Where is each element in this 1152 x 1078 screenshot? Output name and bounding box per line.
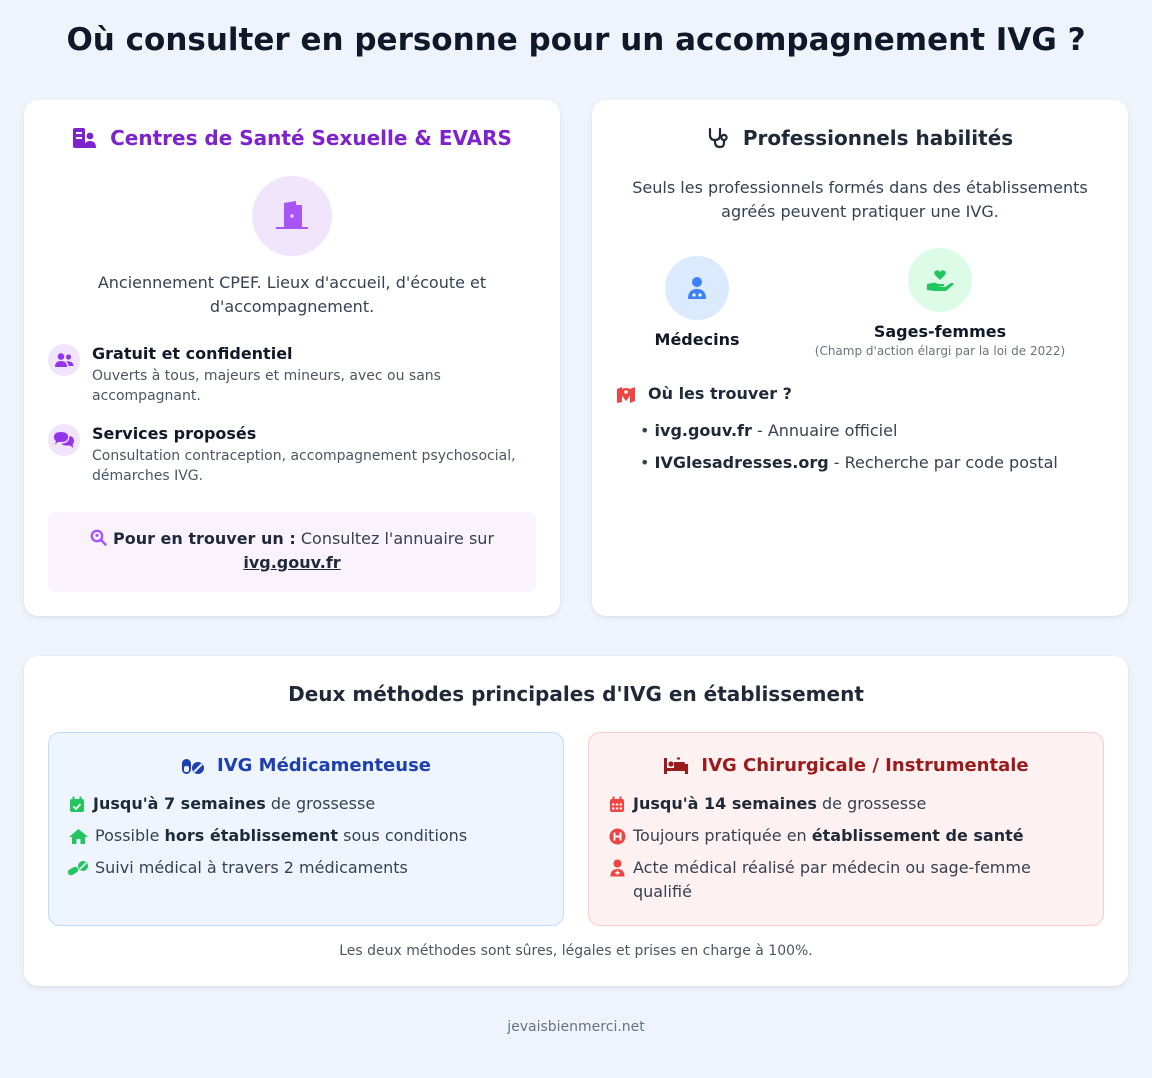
- chir-row: [607, 792, 926, 816]
- doctor-icon: [687, 276, 707, 300]
- chir-header: [589, 755, 1103, 776]
- find-centre-box: [48, 512, 536, 592]
- medecins-label: Médecins: [654, 330, 740, 349]
- medic-title: IVG Médicamenteuse: [217, 755, 431, 776]
- row-pre: Toujours pratiquée en: [633, 826, 812, 845]
- capsules-icon: [67, 856, 89, 880]
- row-post: sous conditions: [338, 826, 468, 845]
- page-title: Où consulter en personne pour un accompagnement IVG ?: [66, 22, 1086, 58]
- hospital-icon: [607, 824, 627, 848]
- link-name[interactable]: IVGlesadresses.org: [654, 453, 829, 472]
- annuaire-link[interactable]: ivg.gouv.fr: [243, 553, 341, 572]
- row-bold: Jusqu'à 14 semaines: [633, 794, 817, 813]
- search-location-icon: [90, 529, 107, 546]
- centres-title: Centres de Santé Sexuelle & EVARS: [110, 126, 512, 150]
- footer-site[interactable]: jevaisbienmerci.net: [507, 1019, 645, 1035]
- centres-header: [24, 126, 560, 150]
- pros-header: [592, 126, 1128, 150]
- chat-bubbles-icon: [48, 424, 80, 456]
- doctor-user-icon: [607, 856, 627, 880]
- medic-row: [67, 792, 375, 816]
- users-icon: [48, 344, 80, 376]
- medic-row: [67, 824, 467, 848]
- centres-description: Anciennement CPEF. Lieux d'accueil, d'écoute et d'accompagnement.: [97, 273, 487, 316]
- person-badge-icon: [72, 127, 96, 149]
- feature-text: Consultation contraception, accompagnement psychosocial, démarches IVG.: [92, 448, 516, 484]
- method-medic: [48, 732, 564, 926]
- medic-row: [67, 856, 408, 880]
- where-header: [616, 384, 792, 403]
- hand-heart-icon-circle: [908, 248, 972, 312]
- link-item: • IVGlesadresses.org - Recherche par code postal: [640, 453, 1058, 472]
- row-bold: Jusqu'à 7 semaines: [93, 794, 266, 813]
- door-icon: [275, 201, 309, 231]
- row-pre: Acte médical réalisé par médecin ou sage-femme qualifié: [633, 858, 1031, 901]
- feature-services: [48, 424, 538, 486]
- row-bold: hors établissement: [164, 826, 339, 845]
- chir-row: [607, 856, 1077, 904]
- door-icon-circle: [252, 176, 332, 256]
- feature-title: Services proposés: [92, 424, 257, 443]
- where-title: Où les trouver ?: [648, 384, 792, 403]
- pills-icon: [181, 757, 205, 775]
- methods-note: Les deux méthodes sont sûres, légales et prises en charge à 100%.: [339, 943, 813, 959]
- row-bold: établissement de santé: [811, 826, 1024, 845]
- row-post: de grossesse: [265, 794, 376, 813]
- link-desc: - Annuaire officiel: [751, 421, 898, 440]
- row-post: de grossesse: [816, 794, 927, 813]
- pros-description: Seuls les professionnels formés dans des établissements agréés peuvent pratiquer une IVG.: [632, 178, 1088, 221]
- centres-card: [24, 100, 560, 616]
- chir-row: [607, 824, 1024, 848]
- method-chir: [588, 732, 1104, 926]
- feature-text: Ouverts à tous, majeurs et mineurs, avec ou sans accompagnant.: [92, 368, 441, 404]
- pros-card: [592, 100, 1128, 616]
- chir-title: IVG Chirurgicale / Instrumentale: [701, 755, 1029, 776]
- link-desc: - Recherche par code postal: [828, 453, 1058, 472]
- row-pre: Suivi médical à travers 2 médicaments: [95, 858, 408, 877]
- methods-card: [24, 656, 1128, 986]
- link-name[interactable]: ivg.gouv.fr: [654, 421, 752, 440]
- medic-header: [49, 755, 563, 776]
- methods-title: Deux méthodes principales d'IVG en établissement: [288, 682, 864, 706]
- find-label: Pour en trouver un :: [112, 529, 296, 548]
- calendar-check-icon: [67, 792, 87, 816]
- stethoscope-icon: [707, 127, 729, 149]
- sages-label: Sages-femmes: [873, 322, 1007, 341]
- find-text: Consultez l'annuaire sur: [300, 529, 495, 548]
- calendar-icon: [607, 792, 627, 816]
- feature-title: Gratuit et confidentiel: [92, 344, 293, 363]
- map-marker-icon: [616, 385, 636, 403]
- procedure-bed-icon: [663, 757, 689, 775]
- row-pre: Possible: [95, 826, 165, 845]
- pros-title: Professionnels habilités: [742, 126, 1014, 150]
- home-icon: [67, 824, 89, 848]
- feature-free: [48, 344, 538, 406]
- link-item: • ivg.gouv.fr - Annuaire officiel: [640, 421, 898, 440]
- doctor-icon-circle: [665, 256, 729, 320]
- sages-note: (Champ d'action élargi par la loi de 2022): [814, 344, 1066, 358]
- hand-heart-icon: [925, 267, 955, 293]
